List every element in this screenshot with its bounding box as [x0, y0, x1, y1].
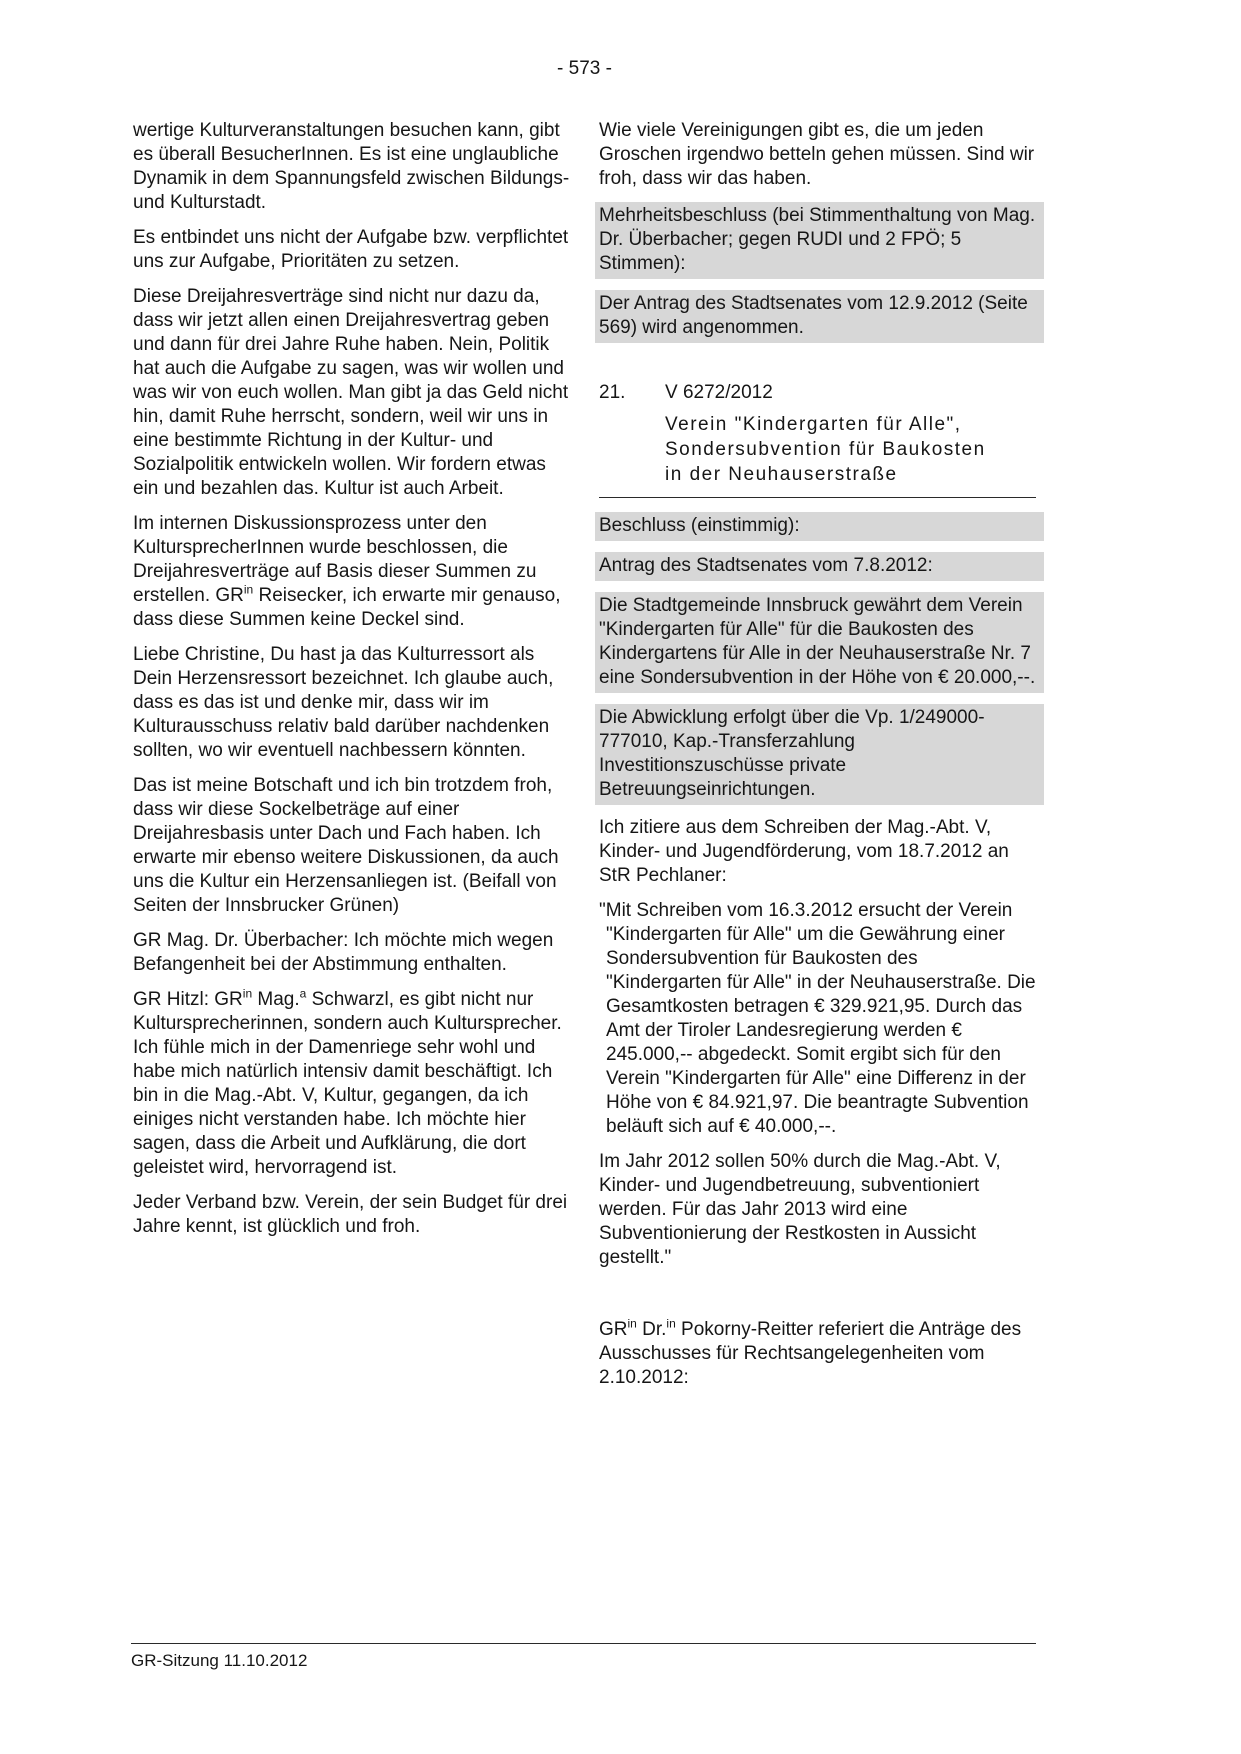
- text-run: GR: [599, 1319, 628, 1340]
- superscript-in: in: [243, 582, 254, 597]
- paragraph: Es entbindet uns nicht der Aufgabe bzw. verpflichtet uns zur Aufgabe, Prioritäten zu setzen.: [133, 227, 569, 272]
- agenda-item-21: [599, 381, 1036, 498]
- paragraph: Das ist meine Botschaft und ich bin trotzdem froh, dass wir diese Sockelbeträge auf einer Dreijahresbasis unter Dach und Fach haben. Ich erwarte mir ebenso weitere Diskussionen, da auch uns die Kultur ein Herzensanliegen ist. (Beifall von Seiten der Innsbrucker Grünen): [133, 775, 559, 916]
- paragraph: Wie viele Vereinigungen gibt es, die um jeden Groschen irgendwo betteln gehen müssen. Sind wir froh, dass wir das haben.: [599, 120, 1035, 189]
- paragraph: [133, 988, 570, 1180]
- superscript-in: in: [666, 1316, 676, 1331]
- highlighted-paragraph: Der Antrag des Stadtsenates vom 12.9.2012 (Seite 569) wird angenommen.: [595, 290, 1044, 343]
- superscript-in: in: [242, 986, 253, 1001]
- agenda-item-head: [599, 381, 1036, 405]
- paragraph: Jeder Verband bzw. Verein, der sein Budget für drei Jahre kennt, ist glücklich und froh.: [133, 1192, 568, 1237]
- agenda-subject-line: in der Neuhauserstraße: [665, 464, 898, 485]
- text-run: Mag.: [252, 989, 300, 1010]
- agenda-item-subject: [665, 412, 1036, 487]
- paragraph: [133, 512, 570, 632]
- text-run: Reisecker, ich erwarte mir genauso, dass diese Summen keine Deckel sind.: [133, 585, 561, 630]
- paragraph: GR Mag. Dr. Überbacher: Ich möchte mich wegen Befangenheit bei der Abstimmung enthalten.: [133, 930, 554, 975]
- paragraph: wertige Kulturveranstaltungen besuchen kann, gibt es überall BesucherInnen. Es ist eine unglaubliche Dynamik in dem Spannungsfeld zwischen Bildungs- und Kulturstadt.: [133, 120, 570, 213]
- agenda-subject-line: Verein "Kindergarten für Alle",: [665, 414, 962, 435]
- paragraph: Diese Dreijahresverträge sind nicht nur dazu da, dass wir jetzt allen einen Dreijahresvertrag geben und dann für drei Jahre Ruhe haben. Nein, Politik hat auch die Aufgabe zu sagen, was wir wollen und was wir von euch wollen. Man gibt ja das Geld nicht hin, damit Ruhe herrscht, sondern, weil wir uns in eine bestimmte Richtung in der Kultur- und Sozialpolitik entwickeln wollen. Wir fordern etwas ein und bezahlen das. Kultur ist auch Arbeit.: [133, 286, 569, 499]
- agenda-item-code: V 6272/2012: [665, 382, 773, 403]
- paragraph: Liebe Christine, Du hast ja das Kulturressort als Dein Herzensressort bezeichnet. Ich glaube auch, dass es das ist und denke mir, dass wir im Kulturausschuss relativ bald darüber nachdenken sollten, wo wir eventuell nachbessern könnten.: [133, 644, 554, 761]
- page-footer: [131, 1643, 1036, 1671]
- highlighted-paragraph: Die Stadtgemeinde Innsbruck gewährt dem Verein "Kindergarten für Alle" für die Baukosten des Kindergartens für Alle in der Neuhauserstraße Nr. 7 eine Sondersubvention in der Höhe von € 20.000,--.: [595, 592, 1044, 693]
- superscript-in: in: [627, 1316, 637, 1331]
- footer-text: GR-Sitzung 11.10.2012: [131, 1651, 308, 1670]
- section-rule: [599, 497, 1036, 498]
- paragraph: Ich zitiere aus dem Schreiben der Mag.-Abt. V, Kinder- und Jugendförderung, vom 18.7.2012 an StR Pechlaner:: [599, 817, 1009, 886]
- text-run: GR Hitzl: GR: [133, 989, 243, 1010]
- paragraph: Im Jahr 2012 sollen 50% durch die Mag.-Abt. V, Kinder- und Jugendbetreuung, subventioniert werden. Für das Jahr 2013 wird eine Subventionierung der Restkosten in Aussicht gestellt.": [599, 1151, 1001, 1268]
- text-run: Dr.: [636, 1319, 667, 1340]
- paragraph: [599, 1318, 1036, 1390]
- highlighted-paragraph: Die Abwicklung erfolgt über die Vp. 1/249000-777010, Kap.-Transferzahlung Investitionszuschüsse private Betreuungseinrichtungen.: [595, 704, 1044, 805]
- superscript-a: a: [299, 986, 307, 1001]
- text-run: Pokorny-Reitter referiert die Anträge des Ausschusses für Rechtsangelegenheiten vom 2.10.2012:: [599, 1319, 1022, 1388]
- page-number: - 573 -: [557, 58, 612, 79]
- highlighted-paragraph: Mehrheitsbeschluss (bei Stimmenthaltung von Mag. Dr. Überbacher; gegen RUDI und 2 FPÖ; 5 Stimmen):: [595, 202, 1044, 279]
- text-run: Schwarzl, es gibt nicht nur Kultursprecherinnen, sondern auch Kultursprecher. Ich fühle mich in der Damenriege sehr wohl und habe mich natürlich intensiv damit beschäftigt. Ich bin in die Mag.-Abt. V, Kultur, gegangen, da ich einiges nicht verstanden habe. Ich möchte hier sagen, dass die Arbeit und Aufklärung, die dort geleistet wird, hervorragend ist.: [133, 989, 562, 1178]
- quoted-paragraph: "Mit Schreiben vom 16.3.2012 ersucht der Verein "Kindergarten für Alle" um die Gewährung einer Sondersubvention für Baukosten des "Kindergarten für Alle" in der Neuhauserstraße. Die Gesamtkosten betragen € 329.921,95. Durch das Amt der Tiroler Landesregierung werden € 245.000,-- abgedeckt. Somit ergibt sich für den Verein "Kindergarten für Alle" eine Differenz in der Höhe von € 84.921,97. Die beantragte Subvention beläuft sich auf € 40.000,--.: [599, 900, 1036, 1137]
- highlighted-paragraph: Antrag des Stadtsenates vom 7.8.2012:: [595, 552, 1044, 581]
- highlighted-paragraph: Beschluss (einstimmig):: [595, 512, 1044, 541]
- agenda-subject-line: Sondersubvention für Baukosten: [665, 439, 986, 460]
- right-column: [599, 119, 1036, 1401]
- text-run: Im internen Diskussionsprozess unter den KultursprecherInnen wurde beschlossen, die Dreijahresverträge auf Basis dieser Summen zu erstellen. GR: [133, 513, 537, 606]
- agenda-item-number: 21.: [599, 382, 626, 403]
- left-column: [133, 119, 570, 1250]
